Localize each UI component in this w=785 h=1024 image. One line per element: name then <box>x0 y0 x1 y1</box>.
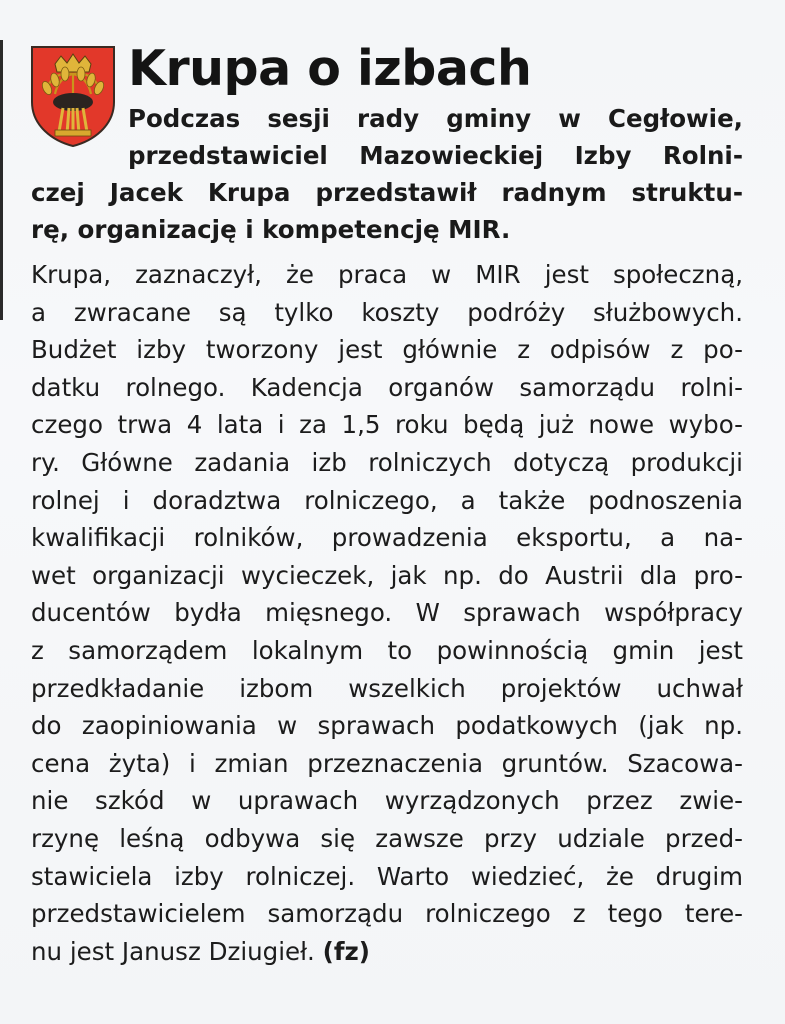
body-line: stawiciela izby rolniczej. Warto wiedzieć, że drugim <box>31 861 743 891</box>
body-line: czego trwa 4 lata i za 1,5 roku będą już nowe wybo- <box>31 410 743 440</box>
body-final-line <box>31 933 743 971</box>
body-line: przedstawicielem samorządu rolniczego z tego tere- <box>31 899 743 929</box>
body-line: przedkładanie izbom wszelkich projektów uchwał <box>31 673 743 703</box>
lead-line: przedstawiciel Mazowieckiej Izby Rolni- <box>128 141 743 170</box>
body-line: kwalifikacji rolników, prowadzenia eksportu, a na- <box>31 523 743 553</box>
body-line: wet organizacji wycieczek, jak np. do Austrii dla pro- <box>31 560 743 590</box>
body-final-text: nu jest Janusz Dziugieł. <box>31 936 315 966</box>
body-line: a zwracane są tylko koszty podróży służbowych. <box>31 297 743 327</box>
body-line: rolnej i doradztwa rolniczego, a także podnoszenia <box>31 485 743 515</box>
body-line: Budżet izby tworzony jest głównie z odpisów z po- <box>31 335 743 365</box>
body-line: Krupa, zaznaczył, że praca w MIR jest społeczną, <box>31 260 743 289</box>
article-title: Krupa o izbach <box>128 40 532 97</box>
lead-line: rę, organizację i kompetencję MIR. <box>31 215 511 244</box>
article-body <box>31 256 743 970</box>
body-line: cena żyta) i zmian przeznaczenia gruntów. Szacowa- <box>31 748 743 778</box>
body-line: ry. Główne zadania izb rolniczych dotyczą produkcji <box>31 447 743 477</box>
body-line: rzynę leśną odbywa się zawsze przy udziale przed- <box>31 823 743 853</box>
lead-line: czej Jacek Krupa przedstawił radnym struktu- <box>31 178 743 207</box>
left-column-rule <box>0 40 3 320</box>
body-line: ducentów bydła mięsnego. W sprawach współpracy <box>31 598 743 628</box>
body-line: nie szkód w uprawach wyrządzonych przez zwie- <box>31 786 743 816</box>
body-line: datku rolnego. Kadencja organów samorządu rolni- <box>31 372 743 402</box>
lead-line: Podczas sesji rady gminy w Cegłowie, <box>128 104 743 133</box>
body-line: z samorządem lokalnym to powinnością gmin jest <box>31 635 743 665</box>
author-signature: (fz) <box>322 936 370 966</box>
body-line: do zaopiniowania w sprawach podatkowych (jak np. <box>31 711 743 741</box>
article-lead <box>31 100 743 248</box>
